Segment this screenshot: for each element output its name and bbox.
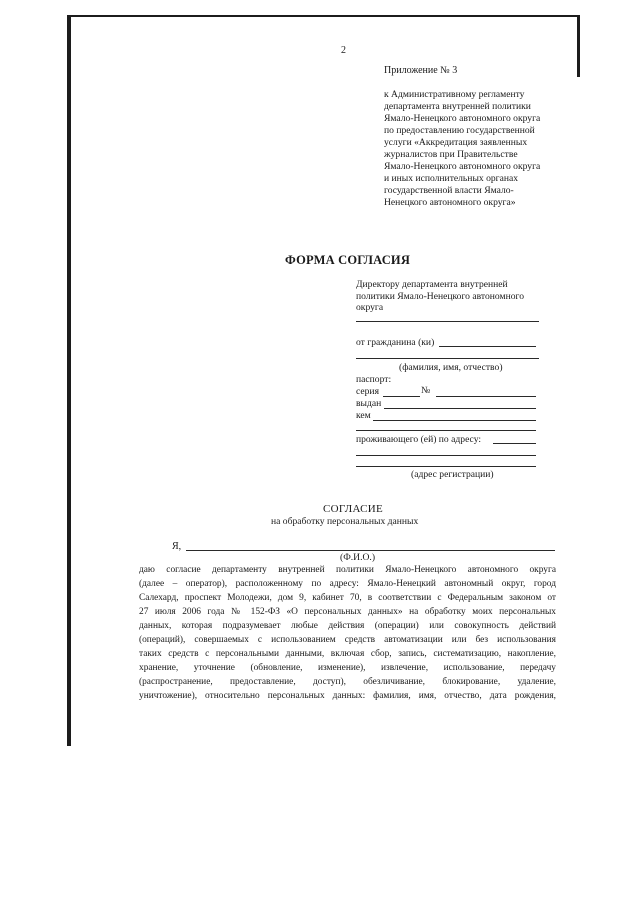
addressee-line: Директору департамента внутренней [356,279,508,290]
series-label: серия [356,386,379,397]
address-field-2[interactable] [356,466,536,467]
appendix-line: и иных исполнительных органах [384,173,519,184]
appendix-line: к Административному регламенту [384,89,525,100]
consent-line: (операций), совершаемых с использованием средств автоматизации или без использования [139,635,556,645]
issued-by-extra-field[interactable] [356,430,536,431]
address-field-1[interactable] [356,455,536,456]
consent-line: 27 июля 2006 года № 152-ФЗ «О персональных данных» на обработку моих персональных [139,607,556,617]
consent-line: данных, которая подразумевает любые действия (операции) или совокупность действий [139,621,556,631]
series-field[interactable] [383,396,420,397]
residing-field[interactable] [493,443,536,444]
page-border-top [67,15,580,17]
issued-label: выдан [356,398,382,409]
from-citizen-label: от гражданина (ки) [356,337,435,348]
appendix-line: Ямало-Ненецкого автономного округа [384,113,541,124]
consent-line: Салехард, проспект Молодежи, дом 9, кабинет 70, в соответствии с Федеральным законом от [139,593,556,603]
from-citizen-field[interactable] [439,346,536,347]
appendix-line: по предоставлению государственной [384,125,535,136]
consent-line: таких средств с персональными данными, включая сбор, запись, систематизацию, накопление, [139,649,556,659]
residing-label: проживающего (ей) по адресу: [356,434,482,445]
issued-by-field[interactable] [373,420,536,421]
consent-subtitle: на обработку персональных данных [271,516,419,527]
address-caption: (адрес регистрации) [411,469,494,480]
form-title: ФОРМА СОГЛАСИЯ [285,253,411,267]
appendix-title: Приложение № 3 [384,65,458,76]
fio-caption: (Ф.И.О.) [340,552,376,563]
page-border-right [577,15,580,77]
number-field[interactable] [436,396,536,397]
appendix-line: Ненецкого автономного округа» [384,197,516,208]
consent-line: (далее – оператор), расположенному по адресу: Ямало-Ненецкий автономный округ, город [139,579,556,589]
consent-line: даю согласие департаменту внутренней политики Ямало-Ненецкого автономного округа [139,565,556,575]
addressee-block [356,279,546,314]
appendix-reference [384,89,564,209]
consent-line: хранение, уточнение (обновление, изменение), извлечение, использование, передачу [139,663,556,673]
consent-line: (распространение, предоставление, доступ), обезличивание, блокирование, удаление, [139,677,556,687]
appendix-line: государственной власти Ямало- [384,185,514,196]
passport-label: паспорт: [356,374,392,385]
consent-paragraph [139,563,556,703]
issued-by-label: кем [356,410,371,421]
fio-field[interactable] [186,550,555,551]
page-number: 2 [341,45,346,56]
appendix-line: департамента внутренней политики [384,101,531,112]
addressee-line: политики Ямало-Ненецкого автономного [356,290,525,302]
addressee-line: округа [356,302,384,313]
full-name-field[interactable] [356,358,539,359]
issued-field[interactable] [384,408,536,409]
full-name-caption: (фамилия, имя, отчество) [399,362,503,373]
consent-title: СОГЛАСИЕ [323,503,384,515]
addressee-blank-line[interactable] [356,321,539,322]
consent-line: уничтожение), относительно персональных данных: фамилия, имя, отчество, дата рождения, [139,691,556,701]
appendix-line: Ямало-Ненецкого автономного округа [384,161,541,172]
appendix-line: услуги «Аккредитация заявленных [384,137,528,148]
number-label: № [421,385,431,396]
page-border-left [67,16,71,746]
appendix-line: журналистов при Правительстве [384,149,518,160]
i-label: Я, [172,541,182,552]
